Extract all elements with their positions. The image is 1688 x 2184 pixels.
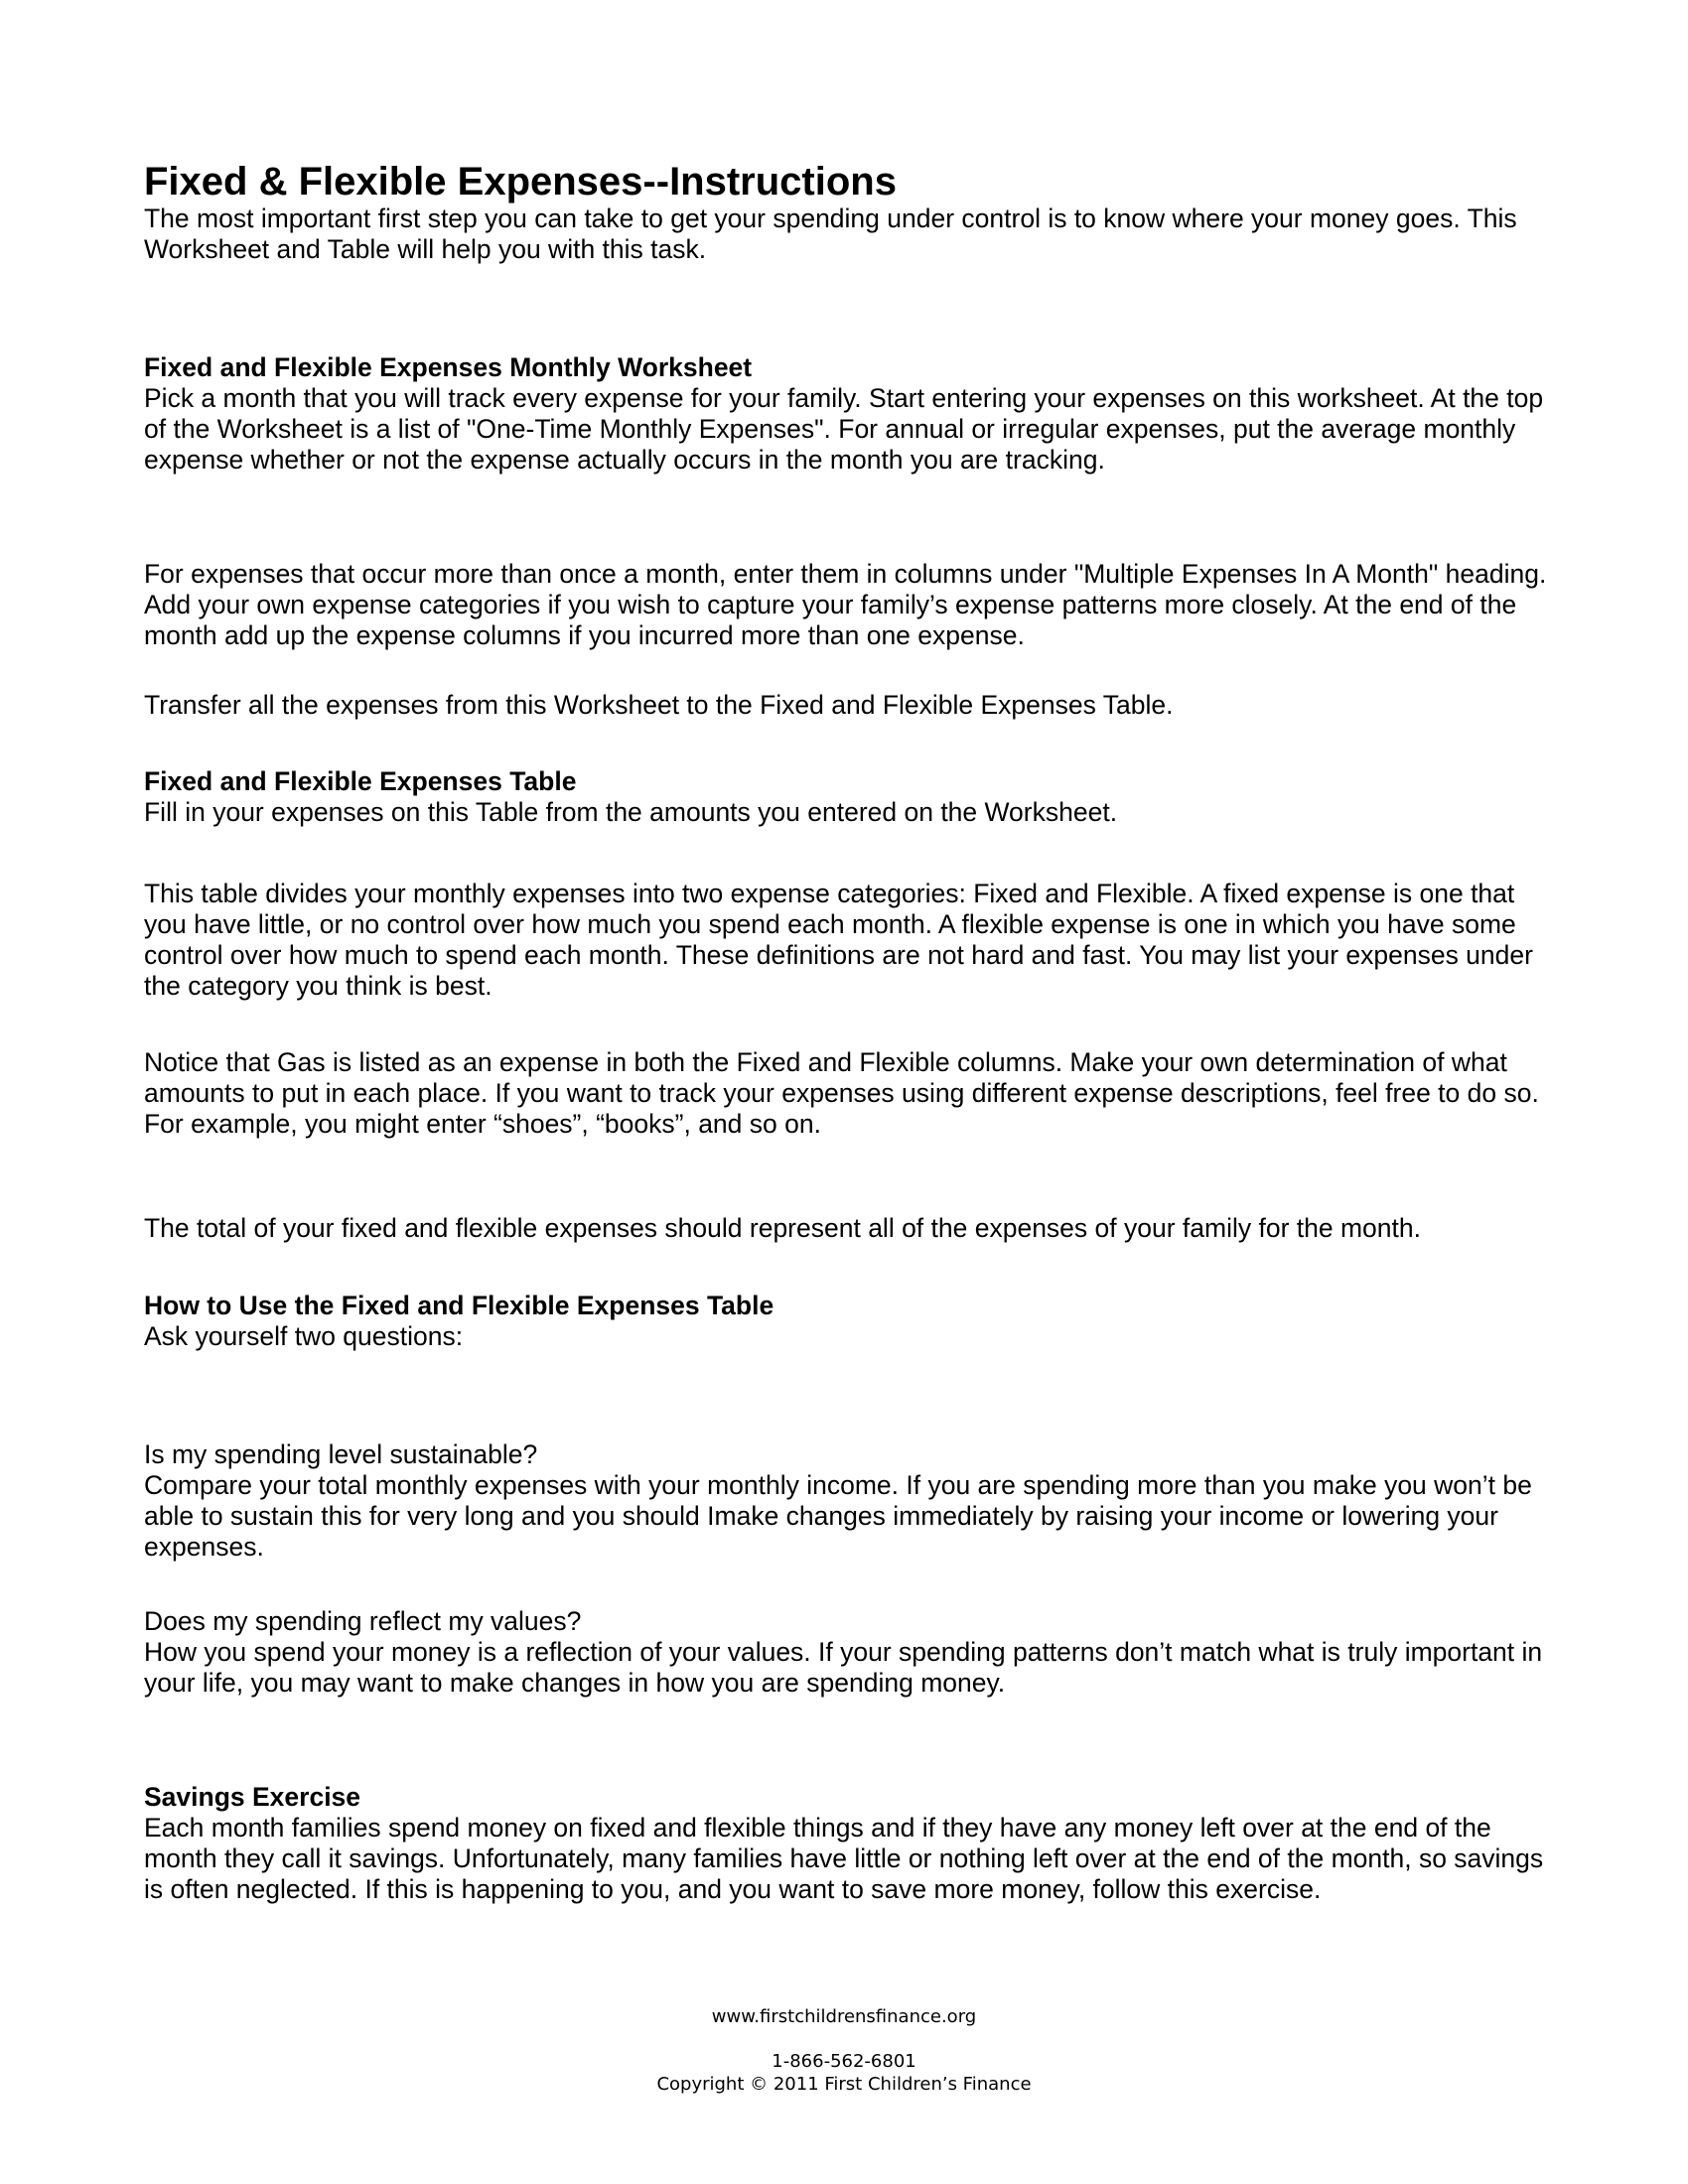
answer-1: Compare your total monthly expenses with your monthly income. If you are spending more than you make you won’t be able to sustain this for very long and you should Imake changes immediately by raising your income or lowering your expenses. (144, 1470, 1532, 1562)
table-paragraph-2: This table divides your monthly expenses into two expense categories: Fixed and Flexible. A fixed expense is one that you have little, or no control over how much you spend each month. A flexible expense is one in which you have some control over how much to spend each month. These definitions are not hard and fast. You may list your expenses under the category you think is best. (144, 879, 1533, 1001)
worksheet-heading: Fixed and Flexible Expenses Monthly Worksheet (144, 352, 753, 382)
table-heading: Fixed and Flexible Expenses Table (144, 766, 577, 796)
worksheet-paragraph-3: Transfer all the expenses from this Worksheet to the Fixed and Flexible Expenses Table. (144, 690, 1174, 720)
how-to-heading: How to Use the Fixed and Flexible Expenses Table (144, 1291, 774, 1320)
question-1: Is my spending level sustainable? (144, 1439, 538, 1469)
table-paragraph-1: Fill in your expenses on this Table from the amounts you entered on the Worksheet. (144, 797, 1118, 827)
table-paragraph-3: Notice that Gas is listed as an expense in both the Fixed and Flexible columns. Make your own determination of what amounts to put in each place. If you want to track your expenses using different expense descriptions, feel free to do so. For example, you might enter “shoes”, “books”, and so on. (144, 1047, 1539, 1139)
how-to-paragraph: Ask yourself two questions: (144, 1321, 464, 1351)
worksheet-paragraph-2: For expenses that occur more than once a month, enter them in columns under "Multiple Expenses In A Month" heading. Add your own expense categories if you wish to capture your family’s expense patterns more closely. At the end of the month add up the expense columns if you incurred more than one expense. (144, 559, 1547, 650)
footer-copyright: Copyright © 2011 First Children’s Finance (656, 2074, 1032, 2095)
savings-paragraph: Each month families spend money on fixed and flexible things and if they have any money left over at the end of the month they call it savings. Unfortunately, many families have little or nothing left over at the end of the month, so savings is often neglected. If this is happening to you, and you want to save more money, follow this exercise. (144, 1813, 1544, 1904)
table-paragraph-4: The total of your fixed and flexible expenses should represent all of the expenses of your family for the month. (144, 1213, 1421, 1243)
savings-heading: Savings Exercise (144, 1782, 361, 1812)
intro-paragraph: The most important first step you can take to get your spending under control is to know where your money goes. This Worksheet and Table will help you with this task. (144, 204, 1517, 264)
worksheet-paragraph-1: Pick a month that you will track every expense for your family. Start entering your expenses on this worksheet. At the top of the Worksheet is a list of "One-Time Monthly Expenses". For annual or irregular expenses, put the average monthly expense whether or not the expense actually occurs in the month you are tracking. (144, 383, 1544, 475)
answer-2: How you spend your money is a reflection of your values. If your spending patterns don’t match what is truly important in your life, you may want to make changes in how you are spending money. (144, 1637, 1543, 1698)
question-2: Does my spending reflect my values? (144, 1606, 582, 1636)
page-title: Fixed & Flexible Expenses--Instructions (144, 160, 897, 204)
footer-website: www.firstchildrensfinance.org (711, 2006, 977, 2027)
footer-phone: 1-866-562-6801 (772, 2051, 916, 2072)
